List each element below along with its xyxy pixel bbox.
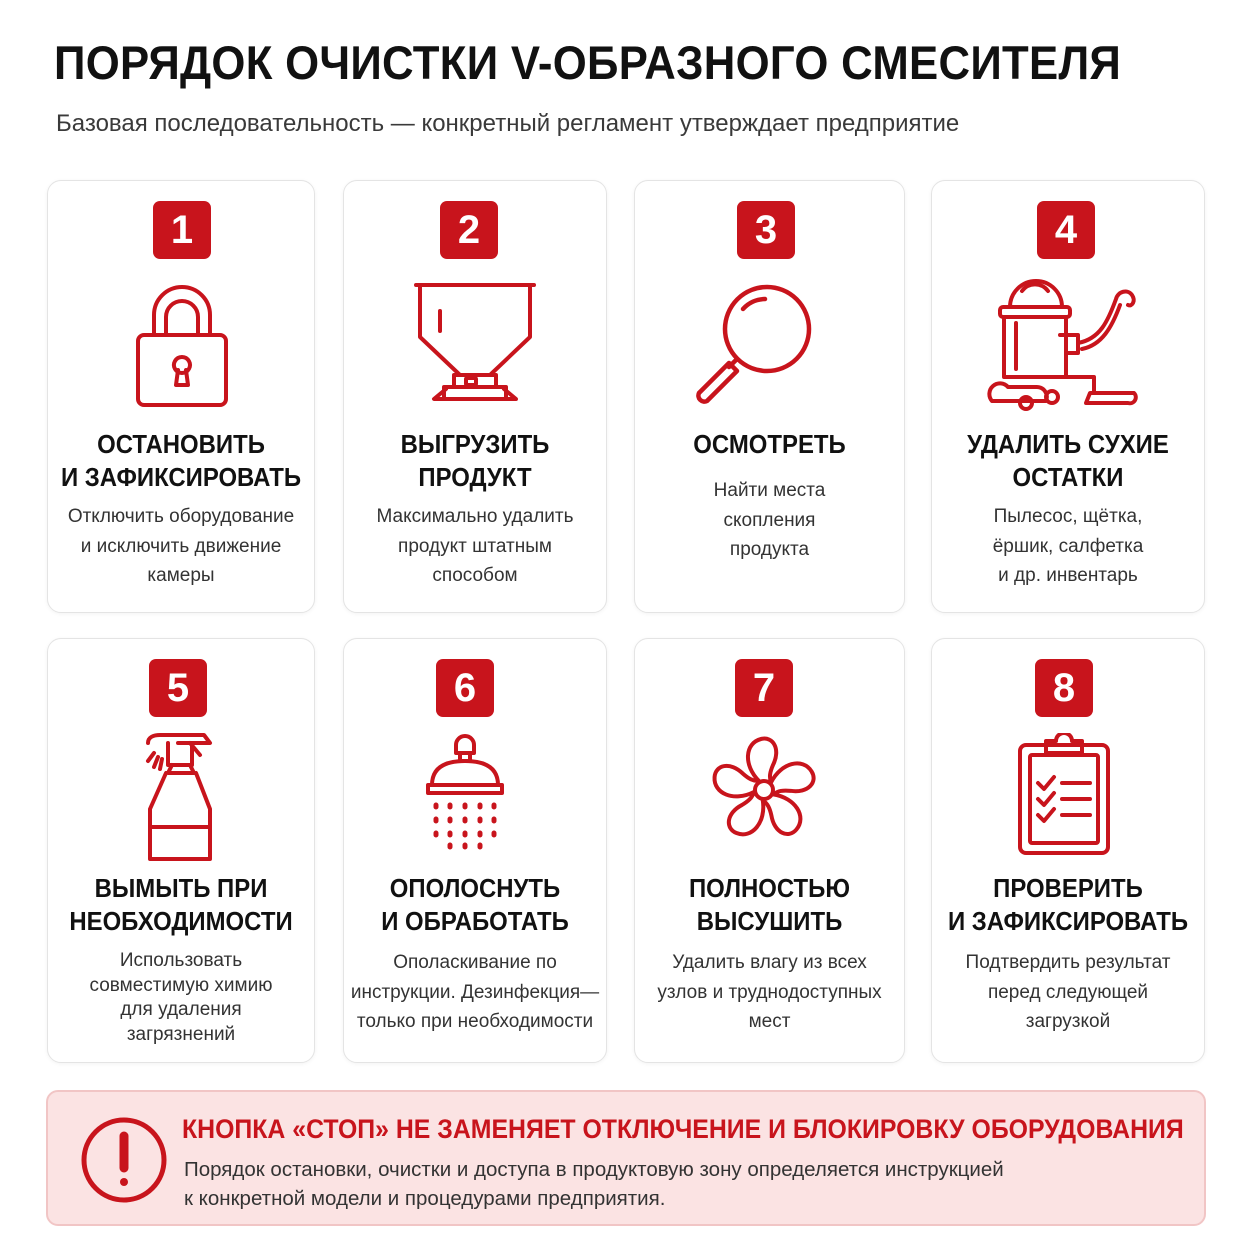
clipboard-checklist-icon (1016, 733, 1112, 857)
step-description: Отключить оборудование и исключить движение камеры (67, 506, 295, 586)
fan-icon (709, 735, 819, 845)
step-description: Найти места скопления продукта (713, 480, 826, 560)
step-title: ПОЛНОСТЬЮ ВЫСУШИТЬ (688, 873, 851, 936)
step-title: ВЫМЫТЬ ПРИ НЕОБХОДИМОСТИ (69, 873, 293, 936)
step-number-badge: 6 (436, 659, 494, 717)
step-number-badge: 4 (1037, 201, 1095, 259)
spray-bottle-icon (138, 731, 222, 863)
step-number-badge: 2 (440, 201, 498, 259)
shower-head-icon (424, 731, 506, 851)
step-title: ВЫГРУЗИТЬ ПРОДУКТ (400, 429, 550, 492)
step-title: ОСТАНОВИТЬ И ЗАФИКСИРОВАТЬ (60, 429, 302, 492)
step-title: ОСМОТРЕТЬ (693, 429, 846, 459)
warning-text: Порядок остановки, очистки и доступа в продуктовую зону определяется инструкцией к конкретной модели и процедурами предприятия. (184, 1158, 1004, 1210)
page-title: ПОРЯДОК ОЧИСТКИ V-ОБРАЗНОГО СМЕСИТЕЛЯ (54, 36, 1122, 89)
step-number-badge: 7 (735, 659, 793, 717)
step-description: Максимально удалить продукт штатным способом (376, 506, 574, 586)
step-description: Пылесос, щётка, ёршик, салфетка и др. инвентарь (992, 506, 1144, 586)
padlock-icon (132, 279, 232, 409)
step-card-2 (343, 180, 607, 613)
step-card-8 (931, 638, 1205, 1063)
hopper-icon (412, 281, 538, 411)
step-number-badge: 3 (737, 201, 795, 259)
page-subtitle: Базовая последовательность — конкретный регламент утверждает предприятие (56, 110, 960, 137)
step-card-3 (634, 180, 905, 613)
step-card-5 (47, 638, 315, 1063)
step-card-7 (634, 638, 905, 1063)
step-description: Удалить влагу из всех узлов и труднодоступных мест (657, 952, 882, 1032)
step-title: ОПОЛОСНУТЬ И ОБРАБОТАТЬ (381, 873, 569, 936)
step-title: ПРОВЕРИТЬ И ЗАФИКСИРОВАТЬ (947, 873, 1189, 936)
vacuum-cleaner-icon (982, 277, 1142, 415)
step-card-4 (931, 180, 1205, 613)
step-number-badge: 1 (153, 201, 211, 259)
step-number-badge: 5 (149, 659, 207, 717)
warning-banner (46, 1090, 1206, 1226)
warning-title: КНОПКА «СТОП» НЕ ЗАМЕНЯЕТ ОТКЛЮЧЕНИЕ И БЛОКИРОВКУ ОБОРУДОВАНИЯ (182, 1114, 1184, 1144)
magnifier-icon (693, 283, 813, 409)
step-card-1 (47, 180, 315, 613)
step-description: Использовать совместимую химию для удаления загрязнений (89, 950, 273, 1045)
step-card-6 (343, 638, 607, 1063)
step-description: Ополаскивание по инструкции. Дезинфекция— только при необходимости (350, 952, 600, 1032)
exclamation-circle-icon (78, 1114, 170, 1206)
step-description: Подтвердить результат перед следующей загрузкой (965, 952, 1171, 1032)
step-title: УДАЛИТЬ СУХИЕ ОСТАТКИ (967, 429, 1169, 492)
step-number-badge: 8 (1035, 659, 1093, 717)
